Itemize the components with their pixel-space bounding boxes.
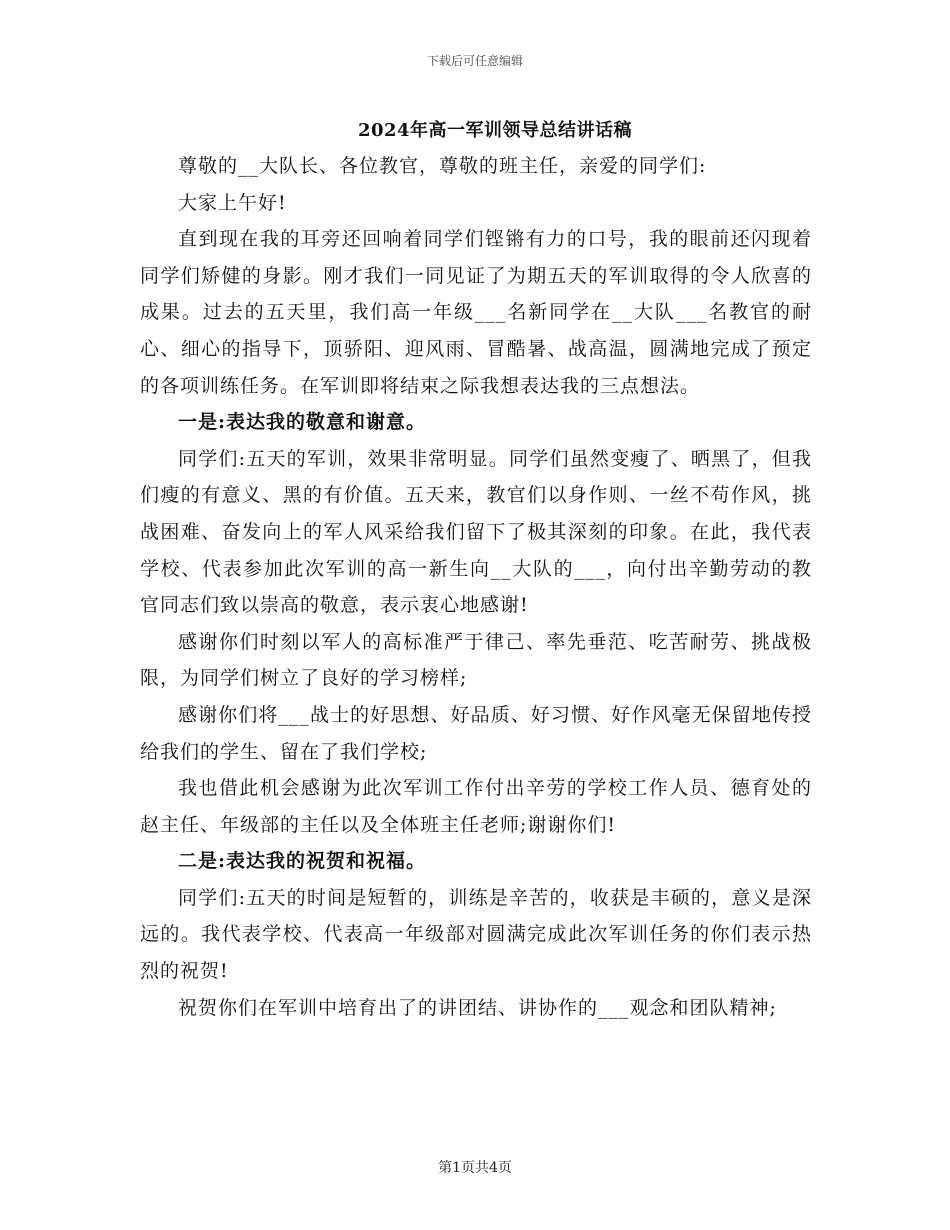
paragraph-thanks-spirit: 感谢你们将___战士的好思想、好品质、好习惯、好作风毫无保留地传授给我们的学生、留在了我们学校; (140, 703, 812, 763)
section-heading-2: 二是:表达我的祝贺和祝福。 (178, 850, 427, 873)
document-title: 2024年高一军训领导总结讲话稿 (357, 120, 633, 141)
paragraph-thanks: 同学们:五天的军训，效果非常明显。同学们虽然变瘦了、晒黑了，但我们瘦的有意义、黑的有价值。五天来，教官们以身作则、一丝不苟作风，挑战困难、奋发向上的军人风采给我们留下了极其深刻的印象。在此，我代表学校、代表参加此次军训的高一新生向__大队的___，向付出辛勤劳动的教官同志们致以崇高的敬意，表示衷心地感谢! (140, 447, 812, 617)
paragraph-salutation: 尊敬的__大队长、各位教官，尊敬的班主任，亲爱的同学们: (178, 155, 707, 177)
paragraph-thanks-staff: 我也借此机会感谢为此次军训工作付出辛劳的学校工作人员、德育处的赵主任、年级部的主任以及全体班主任老师;谢谢你们! (140, 777, 812, 836)
header-note: 下载后可任意编辑 (426, 54, 523, 68)
paragraph-thanks-example: 感谢你们时刻以军人的高标准严于律己、率先垂范、吃苦耐劳、挑战极限，为同学们树立了良好的学习榜样; (140, 630, 812, 690)
paragraph-congratulations-teamwork: 祝贺你们在军训中培育出了的讲团结、讲协作的___观念和团队精神; (178, 996, 777, 1019)
paragraph-intro: 直到现在我的耳旁还回响着同学们铿锵有力的口号，我的眼前还闪现着同学们矫健的身影。刚才我们一同见证了为期五天的军训取得的令人欣喜的成果。过去的五天里，我们高一年级___名新同学在__大队___名教官的耐心、细心的指导下，顶骄阳、迎风雨、冒酷暑、战高温，圆满地完成了预定的各项训练任务。在军训即将结束之际我想表达我的三点想法。 (140, 228, 812, 397)
paragraph-greeting: 大家上午好! (178, 191, 287, 214)
paragraph-congratulations: 同学们:五天的时间是短暂的，训练是辛苦的，收获是丰硕的，意义是深远的。我代表学校、代表高一年级部对圆满完成此次军训任务的你们表示热烈的祝贺! (140, 886, 812, 983)
section-heading-1: 一是:表达我的敬意和谢意。 (178, 411, 427, 434)
document-body (140, 148, 812, 1026)
page-footer: 第1页共4页 (438, 1160, 512, 1176)
